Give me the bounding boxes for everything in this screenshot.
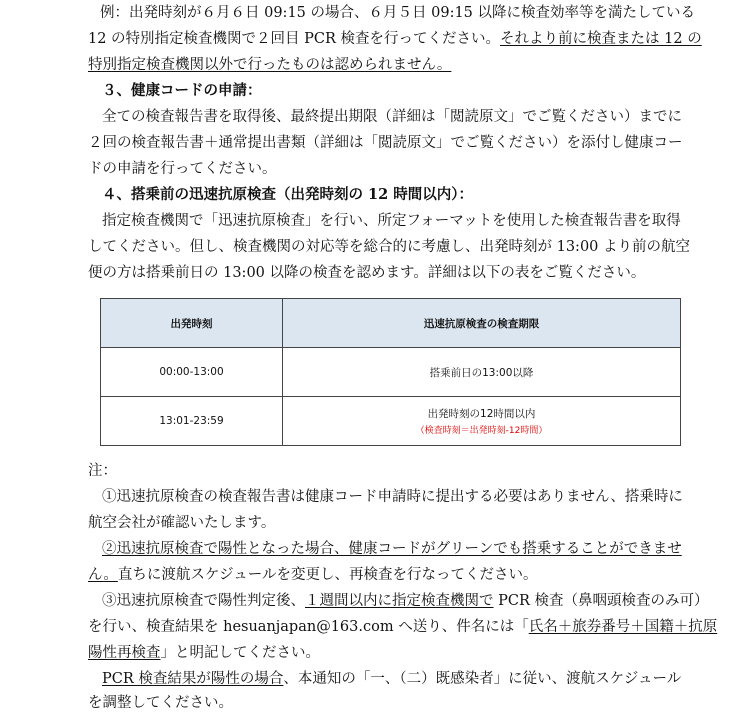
header-departure-time: 出発時刻 [101,299,283,348]
cell-limit: 搭乗前日の13:00以降 [283,348,681,397]
section-4-heading: ４、搭乗前の迅速抗原検査（出発時刻の 12 時間以内）： [102,186,474,203]
note-2-line-2: ん。直ちに渡航スケジュールを変更し、再検査を行なってください。 [88,567,538,583]
antigen-test-table [100,298,681,446]
note-3-line-1: ③迅速抗原検査で陽性判定後、１週間以内に指定検査機関で PCR 検査（鼻咽頭検査のみ可） [102,593,709,609]
section-3-line-3: ドの申請を行ってください。 [88,161,277,177]
cell-limit-text: 出発時刻の12時間以内 [427,408,536,420]
section-3-line-1: 全ての検査報告書を取得後、最終提出期限（詳細は「閲読原文」でご覧ください）までに [102,109,682,125]
cell-limit [283,397,681,446]
note-1-line-2: 航空会社が確認いたします。 [88,515,276,531]
section-4-line-2: してください。但し、検査機関の対応等を総合的に考慮し、出発時刻が 13:00 より前の航空 [88,239,691,255]
note-3-line-3: 陽性再検査」と明記してください。 [88,645,320,661]
cell-time: 00:00-13:00 [101,348,283,397]
note-3-line-2: を行い、検査結果を hesuanjapan@163.com へ送り、件名には「氏名＋旅券番号＋国籍＋抗原 [88,619,718,635]
note-2-line-1: ②迅速抗原検査で陽性となった場合、健康コードがグリーンでも搭乗することができませ [102,541,682,557]
header-test-deadline: 迅速抗原検査の検査期限 [283,299,681,348]
table-row [101,397,681,446]
example-line-2: 12 の特別指定検査機関で２回目 PCR 検査を行ってください。それより前に検査または 12 の [88,31,702,47]
cell-limit-note: （検査時刻＝出発時刻-12時間） [415,426,548,436]
table-header-row [101,299,681,348]
section-4-line-1: 指定検査機関で「迅速抗原検査」を行い、所定フォーマットを使用した検査報告書を取得 [102,213,681,229]
note-4-line-2: を調整してください。 [88,695,233,711]
cell-time: 13:01-23:59 [101,397,283,446]
notes-label: 注： [88,463,117,479]
warning-underlined: それより前に検査または 12 の [500,31,702,47]
example-line-1: 例：出発時刻が６月６日 09:15 の場合、６月５日 09:15 以降に検査効率等を満たしている [100,5,696,21]
note-4-line-1: PCR 検査結果が陽性の場合、本通知の「一、（二）既感染者」に従い、渡航スケジュール [102,671,682,687]
section-4-line-3: 便の方は搭乗前日の 13:00 以降の検査を認めます。詳細は以下の表をご覧ください。 [88,265,646,281]
example-line-3: 特別指定検査機関以外で行ったものは認められません。 [88,57,452,73]
section-3-line-2: ２回の検査報告書＋通常提出書類（詳細は「閲読原文」でご覧ください）を添付し健康コー [88,135,683,151]
note-1-line-1: ①迅速抗原検査の検査報告書は健康コード申請時に提出する必要はありません、搭乗時に [102,489,683,505]
table-row [101,348,681,397]
section-3-heading: ３、健康コードの申請： [102,82,262,99]
